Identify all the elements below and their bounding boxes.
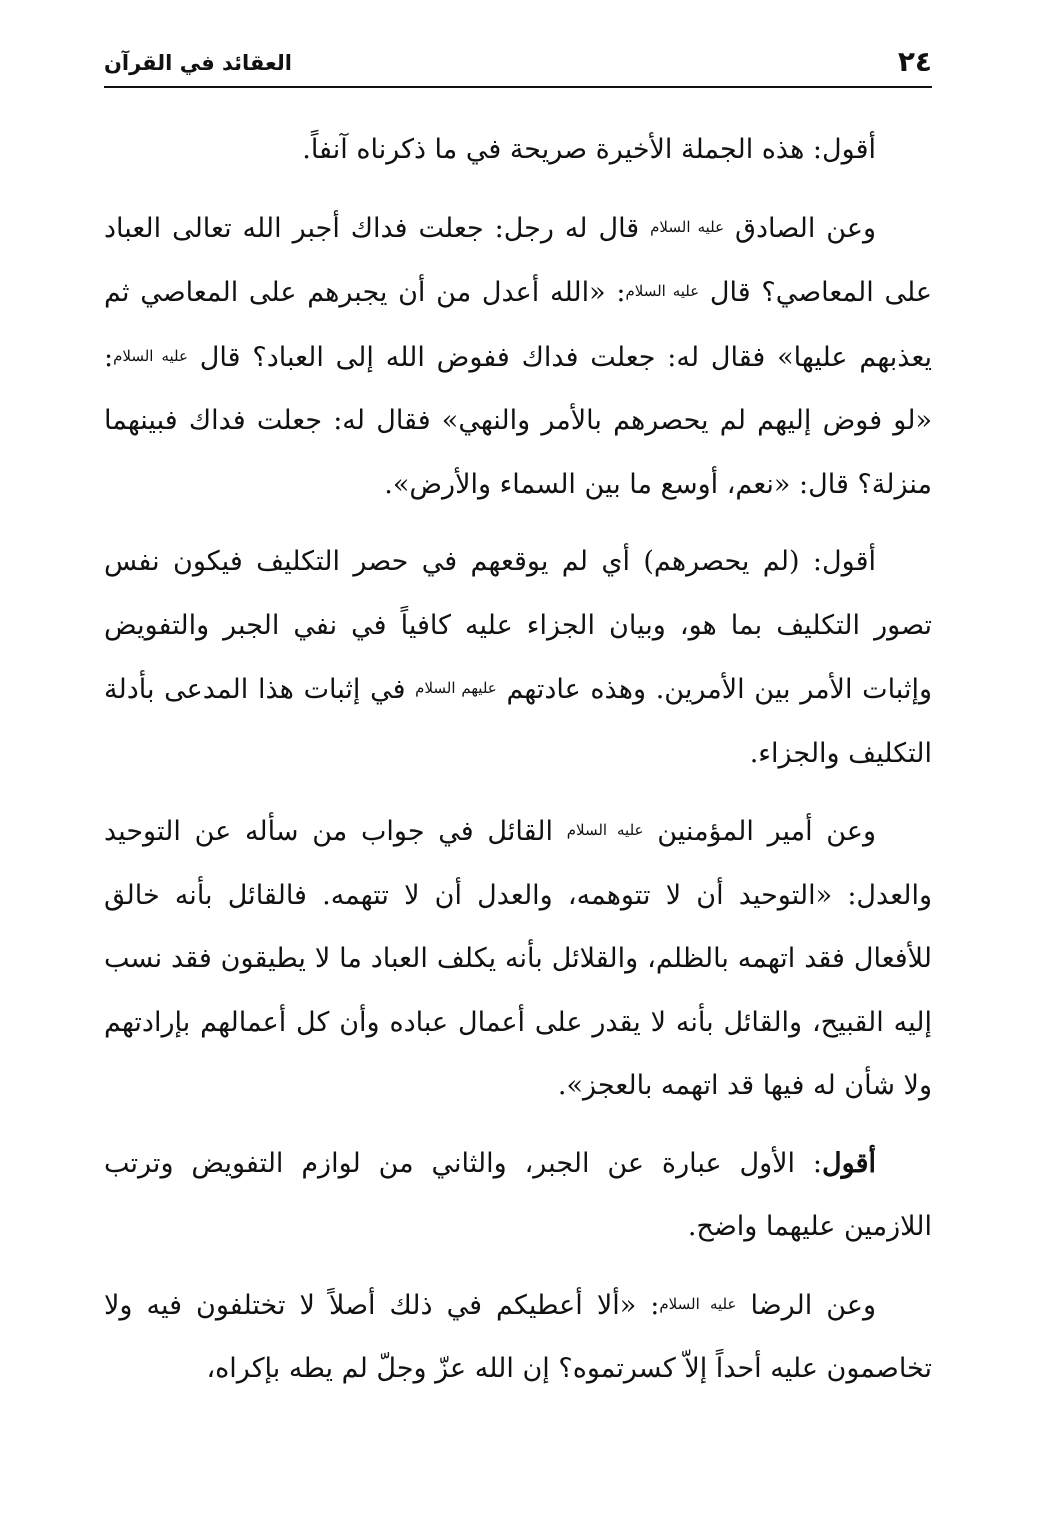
paragraph <box>104 530 932 785</box>
salutation-mark: عليه السلام <box>650 217 725 236</box>
paragraph-text: وعن أمير المؤمنين <box>643 816 877 847</box>
salutation-mark: عليه السلام <box>113 346 188 365</box>
paragraph-text: في إثبات هذا المدعى بأدلة التكليف والجزاء. <box>104 674 932 769</box>
paragraph <box>104 799 932 1118</box>
paragraph-text: : «ألا أعطيكم في ذلك أصلاً لا تختلفون فيه ولا تخاصمون عليه أحداً إلاّ كسرتموه؟ إن الله عزّ وجلّ لم يطه بإكراه، <box>104 1289 932 1384</box>
salutation-mark: عليه السلام <box>566 821 644 839</box>
paragraph-text: : «لو فوض إليهم لم يحصرهم بالأمر والنهي» فقال له: جعلت فداك فبينهما منزلة؟ قال: «نعم، أوسع ما بين السماء والأرض». <box>104 341 932 500</box>
salutation-mark: عليه السلام <box>659 1294 737 1313</box>
page-number: ٢٤ <box>897 45 932 78</box>
page-header <box>104 44 932 86</box>
running-title: العقائد في القرآن <box>104 51 292 75</box>
salutation-mark: عليهم السلام <box>415 679 497 697</box>
header-rule <box>104 86 932 88</box>
paragraph-text: قال له رجل: جعلت فداك أجبر الله تعالى العباد على المعاصي؟ قال <box>104 212 933 308</box>
paragraph-text: أقول: (لم يحصرهم) أي لم يوقعهم في حصر التكليف فيكون نفس تصور التكليف بما هو، وبيان الجزاء عليه كافياً في نفي الجبر والتفويض وإثبات الأمر بين الأمرين. وهذه عادتهم <box>104 546 932 705</box>
body-text <box>104 118 932 1415</box>
paragraph-text: وعن الرضا <box>736 1289 876 1321</box>
paragraph <box>104 1273 932 1401</box>
paragraph <box>104 118 932 182</box>
paragraph <box>104 196 932 517</box>
bold-lead-word: أقول <box>822 1147 876 1179</box>
paragraph-text: القائل في جواب من سأله عن التوحيد والعدل: «التوحيد أن لا تتوهمه، والعدل أن لا تتهمه. فالقائل بأنه خالق للأفعال فقد اتهمه بالظلم، والقلائل بأنه يكلف العباد ما لا يطيقون فقد نسب إليه القبيح، والقائل بأنه لا يقدر على أعمال عباده وأن كل أعمالهم بإرادتهم ولا شأن له فيها قد اتهمه بالعجز». <box>104 816 932 1101</box>
salutation-mark: عليه السلام <box>625 282 700 300</box>
paragraph-text: : «الله أعدل من أن يجبرهم على المعاصي ثم يعذبهم عليها» فقال له: جعلت فداك ففوض الله إلى العباد؟ قال <box>104 277 932 373</box>
paragraph-text: أقول: هذه الجملة الأخيرة صريحة في ما ذكرناه آنفاً. <box>302 134 876 165</box>
paragraph <box>104 1132 932 1259</box>
paragraph-text: : الأول عبارة عن الجبر، والثاني من لوازم التفويض وترتب اللازمين عليهما واضح. <box>104 1147 932 1242</box>
paragraph-text: وعن الصادق <box>724 212 877 244</box>
